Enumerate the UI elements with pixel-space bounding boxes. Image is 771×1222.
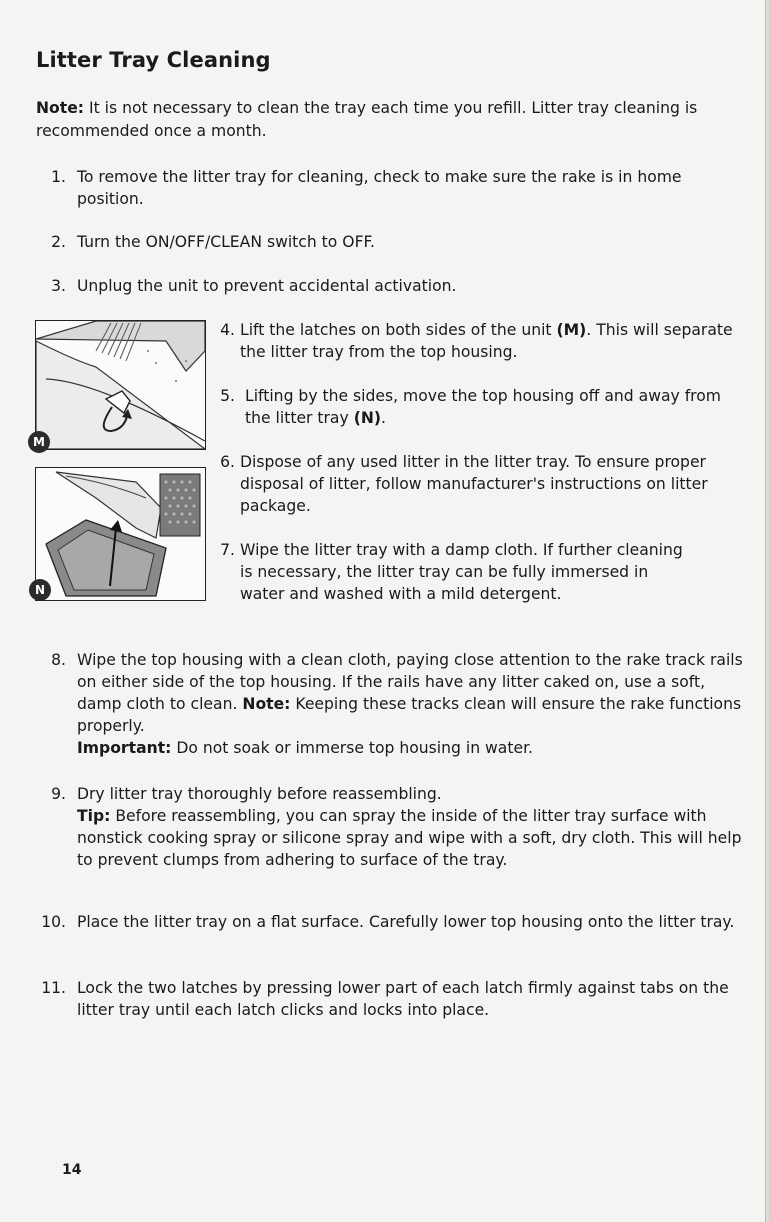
page-number: 14 [62, 1162, 82, 1178]
step-number: 3. [51, 277, 66, 295]
step-note-text: Keeping these tracks clean will ensure the rake functions properly. [77, 695, 742, 735]
step-text [77, 649, 753, 759]
figure-ref-n: (N) [353, 409, 381, 427]
step-number: 6. [220, 453, 235, 471]
step-text: To remove the litter tray for cleaning, check to make sure the rake is in home position. [77, 168, 682, 208]
step-tip-label: Tip: [77, 807, 111, 825]
step-text [245, 385, 745, 429]
tray-removal-illustration-icon [36, 468, 205, 600]
step-number: 9. [51, 785, 66, 803]
step-important-text: Do not soak or immerse top housing in water. [176, 739, 534, 757]
step-text-after: . This will separate the litter tray from the top housing. [240, 321, 733, 361]
step-text-main: Lifting by the sides, move the top housing off and away from the litter tray [245, 387, 721, 427]
latch-illustration-icon [36, 321, 205, 449]
step-text: Turn the ON/OFF/CLEAN switch to OFF. [77, 233, 375, 251]
figure-label-n: N [29, 579, 51, 601]
step-number: 11. [41, 979, 66, 997]
figure-m [35, 320, 206, 450]
intro-note [36, 97, 736, 142]
step-number: 7. [220, 541, 235, 559]
figure-label-m: M [28, 431, 50, 453]
step-number: 5. [220, 387, 235, 405]
page-edge-line [765, 0, 766, 1222]
section-title: Litter Tray Cleaning [36, 48, 271, 72]
step-text: Wipe the litter tray with a damp cloth. If further cleaning is necessary, the litter tray can be fully immersed in water and washed with a mild detergent. [240, 541, 683, 603]
step-number: 8. [51, 651, 66, 669]
note-text: It is not necessary to clean the tray each time you refill. Litter tray cleaning is recommended once a month. [36, 99, 698, 140]
step-text: Unplug the unit to prevent accidental activation. [77, 277, 457, 295]
figure-n [35, 467, 206, 601]
step-text: Dispose of any used litter in the litter tray. To ensure proper disposal of litter, follow manufacturer's instructions on litter package. [240, 453, 708, 515]
step-important-label: Important: [77, 739, 172, 757]
figure-ref-m: (M) [556, 321, 587, 339]
step-tip-text: Before reassembling, you can spray the inside of the litter tray surface with nonstick cooking spray or silicone spray and wipe with a soft, dry cloth. This will help to prevent clumps from adhering to surface of the tray. [77, 807, 742, 869]
step-text: Lock the two latches by pressing lower part of each latch firmly against tabs on the litter tray until each latch clicks and locks into place. [77, 979, 729, 1019]
step-text-main: Lift the latches on both sides of the unit [240, 321, 552, 339]
step-text-main: Dry litter tray thoroughly before reassembling. [77, 785, 442, 803]
note-label: Note: [36, 99, 85, 117]
step-text [240, 319, 735, 363]
step-text-after: . [381, 409, 386, 427]
step-number: 2. [51, 233, 66, 251]
step-number: 1. [51, 168, 66, 186]
step-text-main: Wipe the top housing with a clean cloth, paying close attention to the rake track rails on either side of the top housing. If the rails have any litter caked on, use a soft, damp cloth to clean. [77, 651, 743, 713]
step-note-label: Note: [242, 695, 291, 713]
step-text [77, 783, 753, 871]
step-number: 4. [220, 321, 235, 339]
step-number: 10. [41, 913, 66, 931]
step-text: Place the litter tray on a flat surface. Carefully lower top housing onto the litter tray. [77, 913, 735, 931]
